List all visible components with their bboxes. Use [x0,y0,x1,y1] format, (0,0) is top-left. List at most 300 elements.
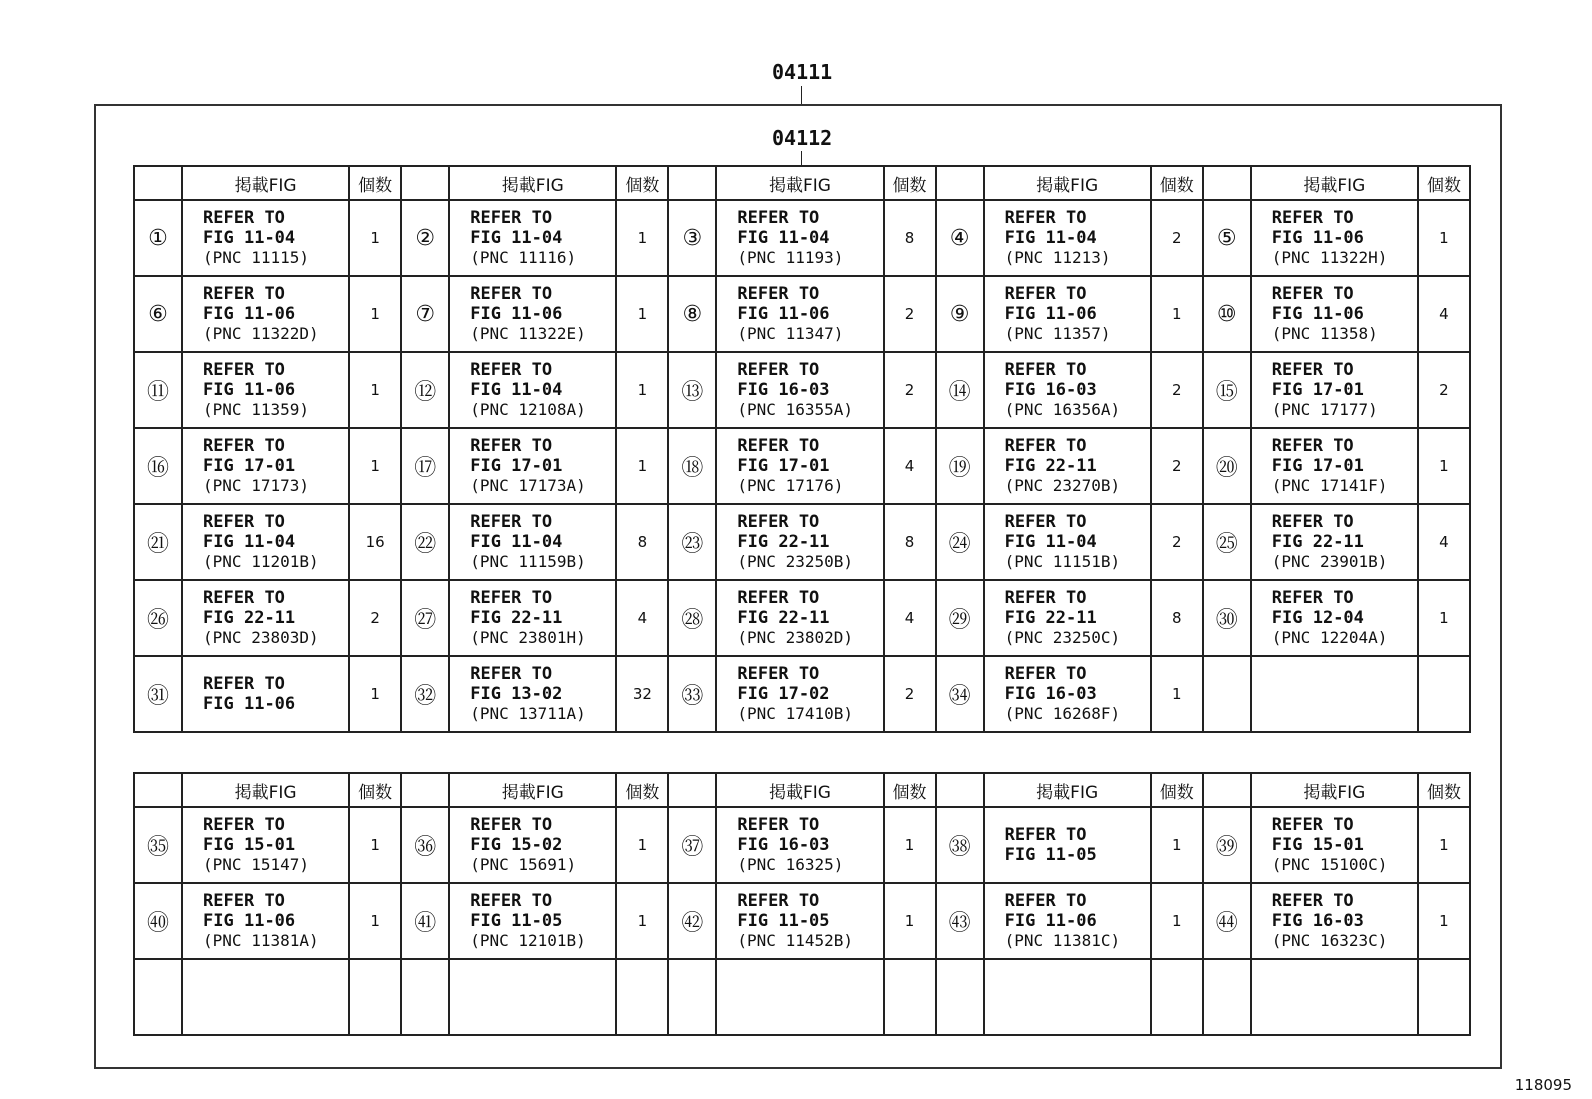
fig-number: FIG 17-01 [470,456,563,476]
refer-to-text: REFER TO [1271,284,1354,304]
fig-reference-cell [984,959,1151,1035]
fig-reference-cell [984,200,1151,276]
table-row [134,276,1470,352]
pnc-code: (PNC 11381C) [1004,931,1121,950]
item-number: ㊲ [668,807,716,883]
quantity: 1 [1418,807,1470,883]
header-num-cell [401,166,449,200]
item-number: ㊱ [401,807,449,883]
quantity: 1 [349,352,401,428]
item-number: ㉞ [936,656,984,732]
fig-reference-cell [182,959,349,1035]
fig-number: FIG 16-03 [1271,911,1364,931]
refer-to-text: REFER TO [1271,891,1354,911]
fig-number: FIG 11-06 [737,304,830,324]
quantity: 1 [884,883,936,959]
item-number: ㊴ [1203,807,1251,883]
item-number: ㉑ [134,504,182,580]
item-number: ② [401,200,449,276]
fig-reference-cell [716,200,883,276]
refer-to-text: REFER TO [470,588,553,608]
quantity: 1 [616,807,668,883]
pnc-code: (PNC 11357) [1004,324,1111,343]
pnc-code: (PNC 23802D) [737,628,853,647]
refer-to-text: REFER TO [1271,436,1354,456]
quantity: 2 [1418,352,1470,428]
quantity: 1 [1151,276,1203,352]
pnc-code: (PNC 11359) [203,400,309,419]
fig-reference-cell [449,959,616,1035]
refer-to-text: REFER TO [203,815,285,835]
header-num-cell [668,166,716,200]
pnc-code: (PNC 11201B) [203,552,319,571]
fig-reference-cell [716,580,883,656]
fig-reference-cell [1251,200,1418,276]
header-fig-cell: 掲載FIG [716,166,883,200]
leader-line-outer [801,86,802,104]
fig-reference-cell [716,807,883,883]
pnc-code: (PNC 11452B) [737,931,853,950]
refer-to-text: REFER TO [737,208,820,228]
fig-number: FIG 17-02 [737,684,830,704]
quantity: 2 [349,580,401,656]
refer-to-text: REFER TO [203,436,285,456]
item-number: ⑲ [936,428,984,504]
fig-number: FIG 22-11 [1004,608,1097,628]
fig-number: FIG 11-04 [470,380,563,400]
item-number: ㉙ [936,580,984,656]
header-fig-cell: 掲載FIG [182,773,349,807]
fig-reference-cell [1251,807,1418,883]
pnc-code: (PNC 15691) [470,855,577,874]
refer-to-text: REFER TO [1004,436,1087,456]
quantity: 8 [1151,580,1203,656]
fig-reference-cell [1251,883,1418,959]
quantity: 2 [1151,504,1203,580]
item-number [668,959,716,1035]
quantity: 1 [1418,580,1470,656]
item-number: ㉝ [668,656,716,732]
item-number: ㉕ [1203,504,1251,580]
quantity: 2 [884,276,936,352]
pnc-code: (PNC 17173) [203,476,309,495]
quantity: 4 [884,580,936,656]
pnc-code: (PNC 12108A) [470,400,586,419]
fig-number: FIG 15-01 [1271,835,1364,855]
table-row [134,807,1470,883]
fig-reference-cell [1251,428,1418,504]
fig-number: FIG 17-01 [1271,456,1364,476]
item-number: ㉚ [1203,580,1251,656]
quantity: 4 [884,428,936,504]
quantity: 2 [1151,200,1203,276]
pnc-code: (PNC 17410B) [737,704,853,723]
fig-number: FIG 11-04 [1004,228,1097,248]
item-number: ⑭ [936,352,984,428]
fig-reference-cell [716,656,883,732]
item-number: ⑬ [668,352,716,428]
quantity: 1 [1418,200,1470,276]
fig-reference-cell [716,959,883,1035]
quantity: 1 [1151,656,1203,732]
quantity: 8 [884,504,936,580]
quantity: 1 [1151,883,1203,959]
fig-number: FIG 11-04 [470,532,563,552]
pnc-code: (PNC 16323C) [1271,931,1388,950]
quantity: 1 [884,807,936,883]
pnc-code: (PNC 11116) [470,248,577,267]
item-number: ⑩ [1203,276,1251,352]
fig-number: FIG 11-06 [1004,911,1097,931]
refer-to-text: REFER TO [1271,208,1354,228]
item-number: ④ [936,200,984,276]
item-number: ⑫ [401,352,449,428]
item-number: ⑧ [668,276,716,352]
header-num-cell [1203,773,1251,807]
assembly-label-outer: 04111 [772,60,833,84]
fig-reference-cell [182,580,349,656]
item-number [936,959,984,1035]
fig-number: FIG 17-01 [737,456,830,476]
refer-to-text: REFER TO [470,664,553,684]
fig-number: FIG 13-02 [470,684,563,704]
refer-to-text: REFER TO [203,512,285,532]
fig-number: FIG 11-04 [203,228,296,248]
fig-reference-cell [449,580,616,656]
fig-reference-cell [984,580,1151,656]
fig-reference-cell [449,352,616,428]
pnc-code: (PNC 16355A) [737,400,853,419]
table-row [134,883,1470,959]
quantity: 1 [349,200,401,276]
item-number: ㉔ [936,504,984,580]
fig-reference-cell [182,276,349,352]
fig-number: FIG 22-11 [1271,532,1364,552]
header-num-cell [401,773,449,807]
fig-reference-cell [984,504,1151,580]
pnc-code: (PNC 12101B) [470,931,586,950]
pnc-code: (PNC 17177) [1271,400,1378,419]
quantity: 1 [616,428,668,504]
item-number: ⑯ [134,428,182,504]
quantity: 1 [349,883,401,959]
fig-reference-cell [449,883,616,959]
quantity: 4 [616,580,668,656]
header-fig-cell: 掲載FIG [1251,773,1418,807]
fig-number: FIG 16-03 [737,835,830,855]
fig-reference-cell [182,428,349,504]
quantity [1418,959,1470,1035]
refer-to-text: REFER TO [203,360,285,380]
fig-number: FIG 15-01 [203,835,296,855]
refer-to-text: REFER TO [1004,512,1087,532]
fig-number: FIG 16-03 [1004,380,1097,400]
item-number: ⑰ [401,428,449,504]
refer-to-text: REFER TO [737,284,820,304]
item-number: ㉟ [134,807,182,883]
header-fig-cell: 掲載FIG [716,773,883,807]
refer-to-text: REFER TO [470,284,553,304]
quantity: 4 [1418,276,1470,352]
header-fig-cell: 掲載FIG [449,773,616,807]
refer-to-text: REFER TO [737,664,820,684]
fig-reference-cell [449,504,616,580]
pnc-code: (PNC 23801H) [470,628,586,647]
quantity: 1 [349,807,401,883]
fig-reference-cell [716,504,883,580]
header-qty-cell: 個数 [884,773,936,807]
item-number: ㉗ [401,580,449,656]
header-fig-cell: 掲載FIG [984,773,1151,807]
pnc-code: (PNC 11381A) [203,931,319,950]
quantity: 2 [1151,428,1203,504]
item-number: ⑦ [401,276,449,352]
fig-number: FIG 11-06 [1271,304,1364,324]
fig-number: FIG 11-06 [1271,228,1364,248]
fig-number: FIG 12-04 [1271,608,1364,628]
item-number: ㉓ [668,504,716,580]
item-number: ㊳ [936,807,984,883]
item-number: ㊶ [401,883,449,959]
pnc-code: (PNC 23250B) [737,552,853,571]
quantity: 1 [349,276,401,352]
fig-number: FIG 22-11 [203,608,296,628]
fig-reference-cell [182,656,349,732]
quantity: 1 [1418,883,1470,959]
fig-reference-cell [449,428,616,504]
item-number: ⑤ [1203,200,1251,276]
item-number [401,959,449,1035]
pnc-code: (PNC 11151B) [1004,552,1121,571]
quantity: 1 [1151,807,1203,883]
fig-reference-cell [449,200,616,276]
quantity: 32 [616,656,668,732]
fig-reference-cell [984,883,1151,959]
pnc-code: (PNC 11347) [737,324,844,343]
refer-to-text: REFER TO [1004,360,1087,380]
refer-to-text: REFER TO [737,815,820,835]
refer-to-text: REFER TO [1004,588,1087,608]
pnc-code: (PNC 11322E) [470,324,586,343]
pnc-code: (PNC 16268F) [1004,704,1121,723]
item-number: ㊸ [936,883,984,959]
figure-id: 118095 [1514,1076,1572,1094]
pnc-code: (PNC 11322H) [1271,248,1388,267]
table-row [134,200,1470,276]
quantity: 1 [349,656,401,732]
item-number: ⑳ [1203,428,1251,504]
fig-number: FIG 22-11 [737,608,830,628]
refer-to-text: REFER TO [203,208,285,228]
fig-number: FIG 17-01 [203,456,296,476]
quantity [349,959,401,1035]
pnc-code: (PNC 16356A) [1004,400,1121,419]
table-row [134,352,1470,428]
header-fig-cell: 掲載FIG [984,166,1151,200]
fig-reference-cell [1251,504,1418,580]
quantity: 2 [1151,352,1203,428]
fig-number: FIG 22-11 [470,608,563,628]
pnc-code: (PNC 11115) [203,248,309,267]
fig-number: FIG 11-06 [203,380,296,400]
fig-number: FIG 22-11 [1004,456,1097,476]
refer-to-text: REFER TO [737,436,820,456]
quantity [1151,959,1203,1035]
item-number: ③ [668,200,716,276]
item-number: ㉘ [668,580,716,656]
pnc-code: (PNC 12204A) [1271,628,1388,647]
fig-reference-cell [716,352,883,428]
header-qty-cell: 個数 [1151,773,1203,807]
header-num-cell [936,773,984,807]
pnc-code: (PNC 17141F) [1271,476,1388,495]
item-number: ⑥ [134,276,182,352]
refer-to-text: REFER TO [203,588,285,608]
item-number: ㉜ [401,656,449,732]
item-number: ⑨ [936,276,984,352]
table-row [134,428,1470,504]
quantity: 1 [616,276,668,352]
fig-reference-cell [182,352,349,428]
pnc-code: (PNC 15100C) [1271,855,1388,874]
refer-to-text: REFER TO [1271,512,1354,532]
fig-number: FIG 16-03 [737,380,830,400]
quantity [616,959,668,1035]
table-header-row [134,773,1470,807]
fig-number: FIG 11-05 [737,911,830,931]
item-number: ㉖ [134,580,182,656]
fig-number: FIG 11-04 [737,228,830,248]
refer-to-text: REFER TO [1004,284,1087,304]
pnc-code: (PNC 11193) [737,248,844,267]
refer-to-text: REFER TO [1271,588,1354,608]
refer-to-text: REFER TO [1004,891,1087,911]
header-num-cell [134,773,182,807]
pnc-code: (PNC 11213) [1004,248,1111,267]
pnc-code: (PNC 11358) [1271,324,1378,343]
refer-to-text: REFER TO [470,208,553,228]
fig-reference-cell [1251,959,1418,1035]
header-num-cell [1203,166,1251,200]
pnc-code: (PNC 23901B) [1271,552,1388,571]
header-num-cell [134,166,182,200]
header-qty-cell: 個数 [884,166,936,200]
quantity: 2 [884,352,936,428]
table-row [134,656,1470,732]
item-number: ⑪ [134,352,182,428]
refer-to-text: REFER TO [737,891,820,911]
fig-reference-cell [984,656,1151,732]
refer-to-text: REFER TO [737,360,820,380]
pnc-code: (PNC 16325) [737,855,844,874]
header-fig-cell: 掲載FIG [182,166,349,200]
fig-number: FIG 11-06 [203,911,296,931]
quantity: 1 [616,352,668,428]
fig-number: FIG 11-06 [470,304,563,324]
item-number [134,959,182,1035]
fig-reference-cell [984,807,1151,883]
parts-table-1 [133,165,1471,733]
fig-reference-cell [984,276,1151,352]
quantity: 1 [616,200,668,276]
header-qty-cell: 個数 [616,166,668,200]
pnc-code: (PNC 17176) [737,476,844,495]
header-num-cell [936,166,984,200]
refer-to-text: REFER TO [470,891,553,911]
fig-number: FIG 11-06 [203,694,296,714]
pnc-code: (PNC 15147) [203,855,309,874]
refer-to-text: REFER TO [470,815,553,835]
item-number [1203,959,1251,1035]
parts-table-2 [133,772,1471,1036]
fig-reference-cell [182,504,349,580]
header-fig-cell: 掲載FIG [449,166,616,200]
item-number: ㊹ [1203,883,1251,959]
header-qty-cell: 個数 [616,773,668,807]
item-number [1203,656,1251,732]
item-number: ⑱ [668,428,716,504]
pnc-code: (PNC 23270B) [1004,476,1121,495]
refer-to-text: REFER TO [203,891,285,911]
refer-to-text: REFER TO [1271,360,1354,380]
table-header-row [134,166,1470,200]
fig-reference-cell [1251,656,1418,732]
fig-number: FIG 11-05 [470,911,563,931]
fig-reference-cell [1251,580,1418,656]
header-num-cell [668,773,716,807]
fig-number: FIG 22-11 [737,532,830,552]
refer-to-text: REFER TO [470,360,553,380]
pnc-code: (PNC 23803D) [203,628,319,647]
fig-number: FIG 16-03 [1004,684,1097,704]
fig-number: FIG 11-06 [203,304,296,324]
refer-to-text: REFER TO [470,512,553,532]
fig-reference-cell [716,428,883,504]
quantity: 8 [884,200,936,276]
fig-number: FIG 15-02 [470,835,563,855]
header-qty-cell: 個数 [1151,166,1203,200]
fig-number: FIG 11-04 [1004,532,1097,552]
pnc-code: (PNC 13711A) [470,704,586,723]
quantity [1418,656,1470,732]
quantity: 1 [349,428,401,504]
refer-to-text: REFER TO [1004,825,1087,845]
refer-to-text: REFER TO [470,436,553,456]
pnc-code: (PNC 11322D) [203,324,319,343]
fig-reference-cell [449,276,616,352]
header-qty-cell: 個数 [1418,773,1470,807]
fig-reference-cell [182,807,349,883]
refer-to-text: REFER TO [737,512,820,532]
fig-number: FIG 11-06 [1004,304,1097,324]
refer-to-text: REFER TO [737,588,820,608]
refer-to-text: REFER TO [1271,815,1354,835]
leader-line-inner [801,151,802,166]
header-fig-cell: 掲載FIG [1251,166,1418,200]
fig-number: FIG 11-04 [203,532,296,552]
fig-reference-cell [1251,352,1418,428]
fig-reference-cell [449,807,616,883]
item-number: ㉛ [134,656,182,732]
item-number: ⑮ [1203,352,1251,428]
quantity [884,959,936,1035]
fig-reference-cell [984,352,1151,428]
header-qty-cell: 個数 [1418,166,1470,200]
item-number: ㊵ [134,883,182,959]
fig-reference-cell [182,883,349,959]
fig-reference-cell [449,656,616,732]
assembly-label-inner: 04112 [772,126,833,150]
